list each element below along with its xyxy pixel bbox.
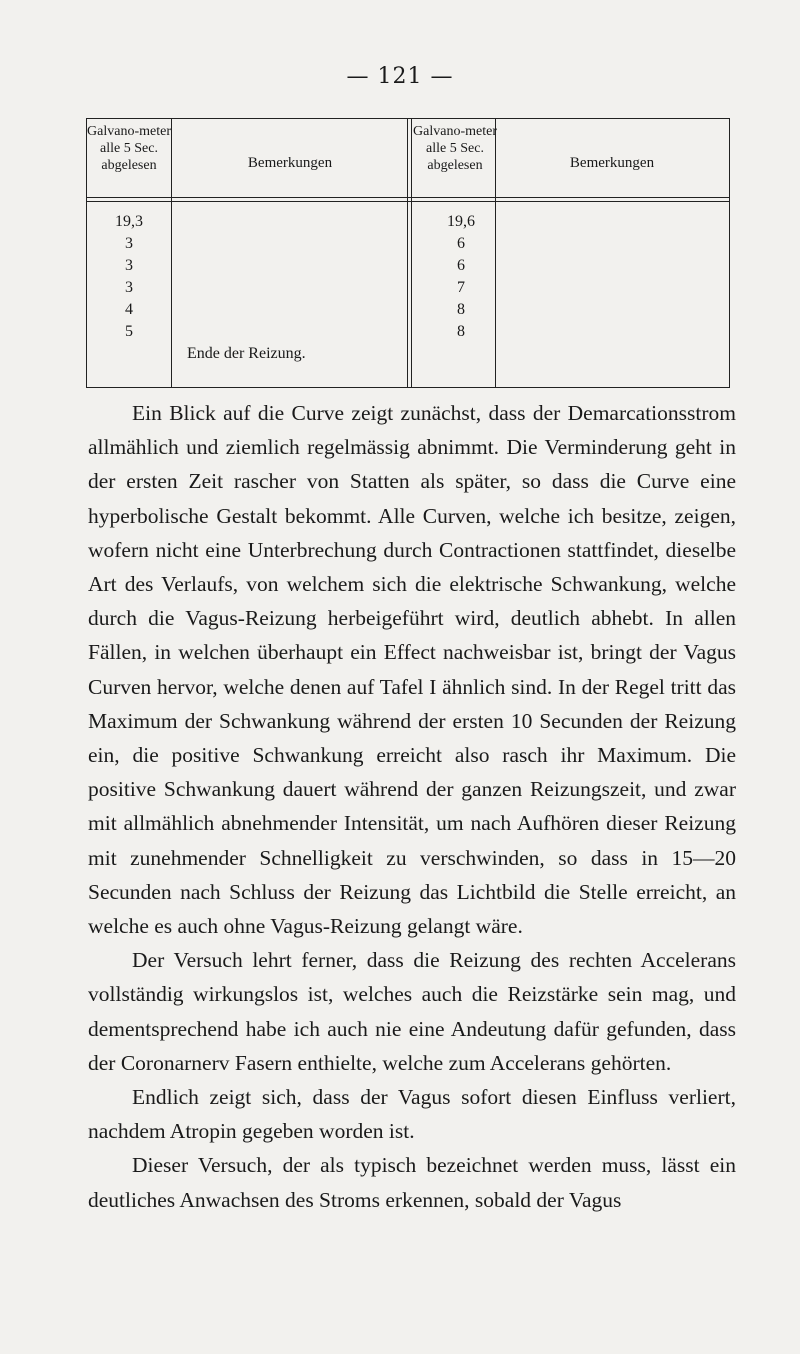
- table-cell: 4: [125, 301, 133, 318]
- header-divider: [87, 197, 729, 198]
- table-cell: 6: [457, 235, 465, 252]
- center-divider: [407, 119, 408, 387]
- paragraph: Der Versuch lehrt ferner, dass die Reizung des rechten Accelerans vollständig wirkungslos ist, welches auch die Reizstärke sein mag, und dementsprechend habe ich auch nie eine Andeutung dafür gefunden, dass der Coronarnerv Fasern enthielte, welche zum Accelerans gehörten.: [88, 948, 736, 1075]
- table-cell: 3: [125, 257, 133, 274]
- header-galvanometer-right: [413, 123, 497, 174]
- measurement-table: [86, 118, 730, 388]
- table-cell: 8: [457, 301, 465, 318]
- page-number: — 121 —: [346, 64, 454, 89]
- header-remarks-right: Bemerkungen: [569, 155, 655, 171]
- paragraph: Ein Blick auf die Curve zeigt zunächst, dass der Demarcationsstrom allmählich und ziemlich regelmässig abnimmt. Die Verminderung geht in der ersten Zeit rascher von Statten als später, so dass die Curve eine hyperbolische Gestalt bekommt. Alle Curven, welche ich besitze, zeigen, wofern nicht eine Unterbrechung durch Contractionen stattfindet, dieselbe Art des Verlaufs, von welchem sich die elektrische Schwankung, welche durch die Vagus-Reizung herbeigeführt wird, deutlich abhebt. In allen Fällen, in welchen überhaupt ein Effect nachweisbar ist, bringt der Vagus Curven hervor, welche denen auf Tafel I ähnlich sind. In der Regel tritt das Maximum der Schwankung während der ersten 10 Secunden der Reizung ein, die positive Schwankung erreicht also rasch ihr Maximum. Die positive Schwankung dauert während der ganzen Reizungszeit, und zwar mit allmählich abnehmender Intensität, um nach Aufhören dieser Reizung mit zunehmender Schnelligkeit zu verschwinden, so dass in 15—20 Secunden nach Schluss der Reizung das Lichtbild die Stelle erreicht, an welche es auch ohne Vagus-Reizung gelangt wäre.: [88, 401, 736, 939]
- center-divider-double: [411, 119, 412, 387]
- table-cell: 3: [125, 279, 133, 296]
- header-galvanometer-right-label: Galvano-meter alle 5 Sec. abgelesen: [413, 124, 497, 173]
- table-remark: Ende der Reizung.: [187, 345, 306, 362]
- header-galvanometer-left: [87, 123, 171, 174]
- header-remarks-left: Bemerkungen: [247, 155, 333, 171]
- paragraph: Dieser Versuch, der als typisch bezeichnet werden muss, lässt ein deutliches Anwachsen des Stroms erkennen, sobald der Vagus: [88, 1153, 736, 1212]
- right-values-column: [431, 211, 491, 343]
- table-cell: 5: [125, 323, 133, 340]
- table-cell: 3: [125, 235, 133, 252]
- column-divider: [171, 119, 172, 387]
- table-cell: 6: [457, 257, 465, 274]
- left-values-column: [99, 211, 159, 343]
- body-text: [88, 396, 736, 1217]
- table-cell: 19,6: [447, 213, 475, 230]
- table-cell: 8: [457, 323, 465, 340]
- paragraph: Endlich zeigt sich, dass der Vagus sofort diesen Einfluss verliert, nachdem Atropin gegeben worden ist.: [88, 1085, 736, 1144]
- table-cell: 19,3: [115, 213, 143, 230]
- table-cell: 7: [457, 279, 465, 296]
- header-divider-double: [87, 201, 729, 202]
- header-galvanometer-left-label: Galvano-meter alle 5 Sec. abgelesen: [87, 124, 171, 173]
